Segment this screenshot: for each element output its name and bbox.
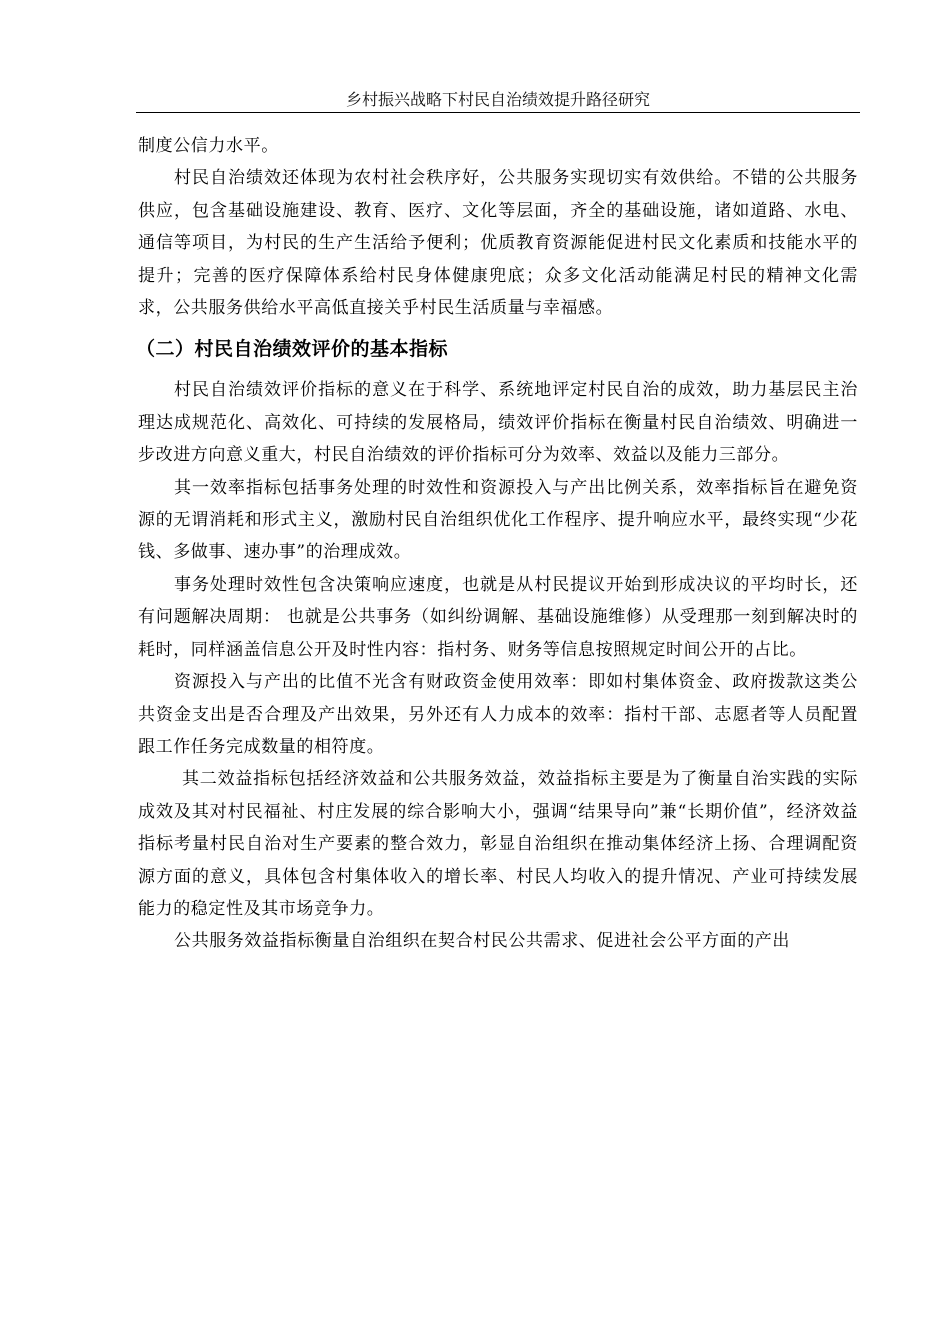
- section-heading: （二）村民自治绩效评价的基本指标: [136, 338, 449, 361]
- paragraph-public-services: 村民自治绩效还体现为农村社会秩序好，公共服务实现切实有效供给。不错的公共服务供应，包含基础设施建设、教育、医疗、文化等层面，齐全的基础设施，诸如道路、水电、通信等项目，为村民的生产生活给予便利；优质教育资源能促进村民文化素质和技能水平的提升；完善的医疗保障体系给村民身体健康兜底；众多文化活动能满足村民的精神文化需求，公共服务供给水平高低直接关乎村民生活质量与幸福感。: [138, 168, 858, 319]
- header-divider: [136, 112, 860, 113]
- running-header: 乡村振兴战略下村民自治绩效提升路径研究: [345, 90, 650, 109]
- body-text: [138, 130, 858, 958]
- paragraph-efficiency-indicator: 其一效率指标包括事务处理的时效性和资源投入与产出比例关系，效率指标旨在避免资源的无谓消耗和形式主义，激励村民自治组织优化工作程序、提升响应水平，最终实现“少花钱、多做事、速办事”的治理成效。: [138, 477, 858, 563]
- paragraph-timeliness: 事务处理时效性包含决策响应速度，也就是从村民提议开始到形成决议的平均时长，还有问题解决周期： 也就是公共事务（如纠纷调解、基础设施维修）从受理那一刻到解决时的耗时，同样涵盖信息公开及时性内容：指村务、财务等信息按照规定时间公开的占比。: [138, 574, 858, 660]
- paragraph-continuation: 制度公信力水平。: [138, 136, 279, 156]
- paragraph-indicator-significance: 村民自治绩效评价指标的意义在于科学、系统地评定村民自治的成效，助力基层民主治理达成规范化、高效化、可持续的发展格局，绩效评价指标在衡量村民自治绩效、明确进一步改进方向意义重大，村民自治绩效的评价指标可分为效率、效益以及能力三部分。: [138, 380, 858, 466]
- paragraph-public-service-benefit: 公共服务效益指标衡量自治组织在契合村民公共需求、促进社会公平方面的产出: [174, 931, 790, 952]
- paragraph-benefit-indicator: 其二效益指标包括经济效益和公共服务效益，效益指标主要是为了衡量自治实践的实际成效及其对村民福祉、村庄发展的综合影响大小，强调“结果导向”兼“长期价值”，经济效益指标考量村民自治对生产要素的整合效力，彰显自治组织在推动集体经济上扬、合理调配资源方面的意义，具体包含村集体收入的增长率、村民人均收入的提升情况、产业可持续发展能力的稳定性及其市场竞争力。: [138, 769, 858, 919]
- paragraph-input-output: 资源投入与产出的比值不光含有财政资金使用效率：即如村集体资金、政府拨款这类公共资金支出是否合理及产出效果，另外还有人力成本的效率：指村干部、志愿者等人员配置跟工作任务完成数量的相符度。: [138, 672, 858, 757]
